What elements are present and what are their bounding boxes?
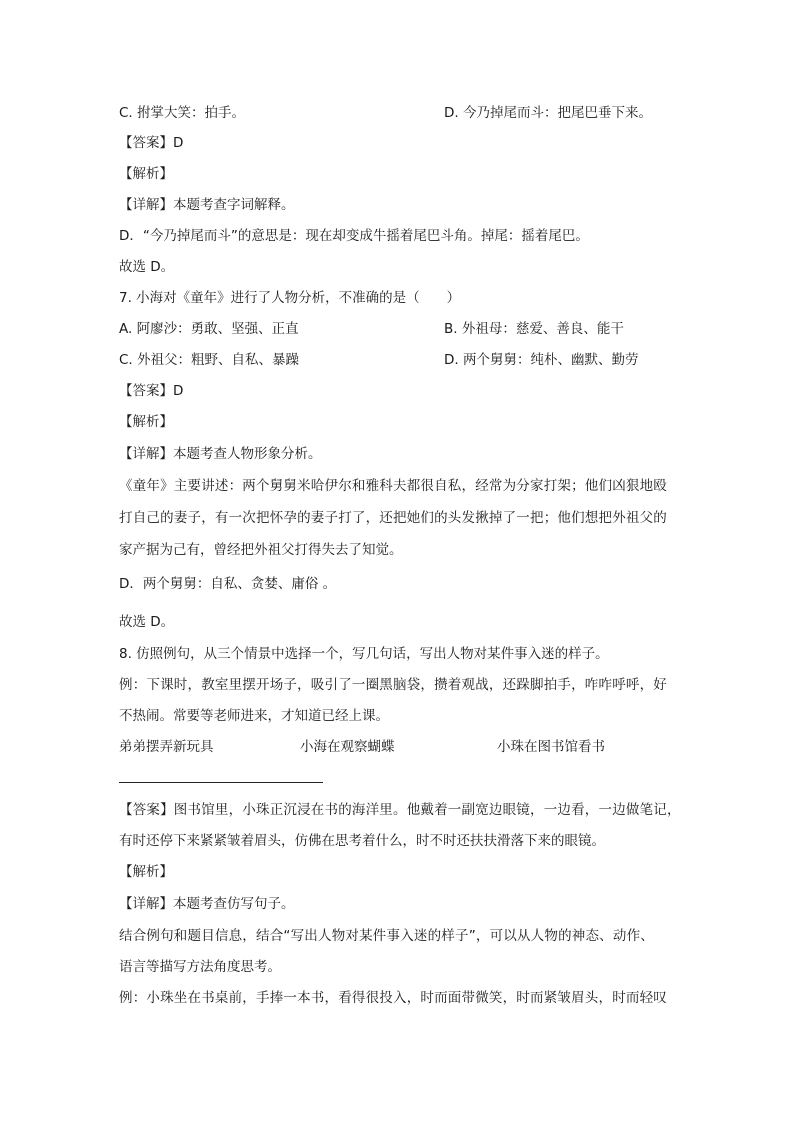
analysis-label: 【解析】 (119, 864, 173, 880)
analysis-label: 【解析】 (119, 166, 173, 182)
explanation-text: 语言等描写方法角度思考。 (119, 959, 281, 975)
question-8: 8. 仿照例句，从三个情景中选择一个，写几句话，写出人物对某件事入迷的样子。 (119, 646, 609, 662)
option-c: C. 拊掌大笑：拍手。 (119, 105, 246, 121)
choice-text: 故选 D。 (119, 614, 175, 630)
option-d: D. 今乃掉尾而斗：把尾巴垂下来。 (444, 105, 652, 121)
answer-text: 【答案】图书馆里，小珠正沉浸在书的海洋里。他戴着一副宽边眼镜，一边看，一边做笔记， (119, 802, 681, 818)
answer-label: 【答案】D (119, 135, 184, 151)
example-text: 例：下课时，教室里摆开场子，吸引了一圈黑脑袋，攒着观战，还跺脚拍手，咋咋呼呼，好 (119, 677, 667, 693)
scenario-2: 小海在观察蝴蝶 (300, 739, 395, 755)
answer-blank-line (119, 782, 323, 783)
detail-text: 【详解】本题考查仿写句子。 (119, 896, 295, 912)
choice-text: 故选 D。 (119, 259, 175, 275)
explanation-text: D．两个舅舅：自私、贪婪、庸俗 。 (119, 576, 337, 592)
detail-text: 【详解】本题考查人物形象分析。 (119, 446, 322, 462)
explanation-text: D．“今乃掉尾而斗”的意思是：现在却变成牛摇着尾巴斗角。掉尾：摇着尾巴。 (119, 228, 589, 244)
example-text: 不热闹。常要等老师进来，才知道已经上课。 (119, 708, 389, 724)
explanation-text: 家产据为己有，曾经把外祖父打得失去了知觉。 (119, 542, 403, 558)
detail-text: 【详解】本题考查字词解释。 (119, 197, 295, 213)
option-d: D. 两个舅舅：纯朴、幽默、勤劳 (444, 352, 639, 368)
option-b: B. 外祖母：慈爱、善良、能干 (444, 321, 624, 337)
scenario-3: 小珠在图书馆看书 (497, 739, 605, 755)
option-a: A. 阿廖沙：勇敢、坚强、正直 (119, 321, 299, 337)
option-c: C. 外祖父：粗野、自私、暴躁 (119, 352, 300, 368)
explanation-text: 《童年》主要讲述：两个舅舅米哈伊尔和雅科夫都很自私，经常为分家打架；他们凶狠地殴 (119, 478, 667, 494)
answer-label: 【答案】D (119, 383, 184, 399)
example-text: 例：小珠坐在书桌前，手捧一本书，看得很投入，时而面带微笑，时而紧皱眉头，时而轻叹 (119, 990, 667, 1006)
scenario-1: 弟弟摆弄新玩具 (119, 739, 214, 755)
explanation-text: 结合例句和题目信息，结合“写出人物对某件事入迷的样子”，可以从人物的神态、动作、 (119, 928, 654, 944)
question-7: 7. 小海对《童年》进行了人物分析，不准确的是（ ） (119, 290, 461, 306)
answer-text: 有时还停下来紧紧皱着眉头，仿佛在思考着什么，时不时还扶扶滑落下来的眼镜。 (119, 833, 605, 849)
explanation-text: 打自己的妻子，有一次把怀孕的妻子打了，还把她们的头发揪掉了一把；他们想把外祖父的 (119, 510, 667, 526)
analysis-label: 【解析】 (119, 414, 173, 430)
